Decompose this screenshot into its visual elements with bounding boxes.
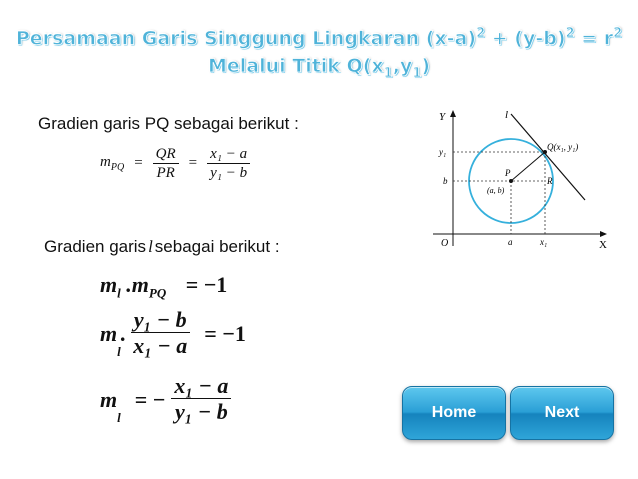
point-p [509,179,513,183]
tangent-circle-diagram [425,108,615,258]
page-title-line-2: Melalui Titik $Q(x_1,y_1)$ [207,55,431,81]
gradient-pq-heading: Gradien garis PQ sebagai berikut : [38,114,299,133]
equation-ml-times-mpq: $m_l$ $.m_{PQ} = -1$ [100,272,228,301]
x1a-over-y1b-result-fraction: $\frac{\text{x₁ − a}}{\text{y₁ − b}}$ [171,374,231,426]
y1b-over-x1a-fraction: $\frac{\text{y₁ − b}}{\text{x₁ − a}}$ [130,308,190,360]
point-q-label: Q(x₁, y₁) [547,142,579,152]
line-l-label: l [505,109,509,121]
y1-tick-label: y₁ [439,147,447,157]
x-axis-arrow-icon [600,231,607,237]
segment-pq [511,152,545,181]
point-r-label: R [547,176,553,186]
qr-over-pr-fraction: $\frac{QR}{PR}$ [153,146,179,182]
y-axis-label: Y [439,111,446,123]
origin-label: O [441,238,449,249]
a-tick-label: a [508,237,513,247]
tangent-line-l [511,114,585,200]
x1a-over-y1b-fraction: $\frac{\text{x₁ − a}}{\text{y₁ − b}}$ [207,146,250,182]
home-button[interactable]: Home [402,386,506,440]
gradient-l-heading: Gradien garis l sebagai berikut : [44,237,280,256]
equation-ml-times-fraction: m $_l$ . $\frac{\text{y₁ − b}}{\text{x₁ − a}}$ = −1 [100,307,246,359]
center-label: (a, b) [487,186,505,195]
page-title-line-1: Persamaan Garis Singgung Lingkaran $(x-a)^2 + (y-b)^2 = r^2$ [15,26,623,50]
next-button[interactable]: Next [510,386,614,440]
m-pq-symbol: $m_{PQ}$ [100,154,125,174]
gradient-pq-formula: $m_{PQ}$ = $\frac{QR}{PR}$ = $\frac{\text{x₁ − a}}{\text{y₁ − b}}$ [100,146,250,182]
b-tick-label: b [443,176,448,186]
point-p-label: P [505,168,511,178]
equation-ml-result: m $_l$ = − $\frac{\text{x₁ − a}}{\text{y₁ − b}}$ [100,374,231,426]
x1-tick-label: x₁ [540,237,548,247]
x-axis-label: X [599,239,607,251]
y-axis-arrow-icon [450,110,456,117]
